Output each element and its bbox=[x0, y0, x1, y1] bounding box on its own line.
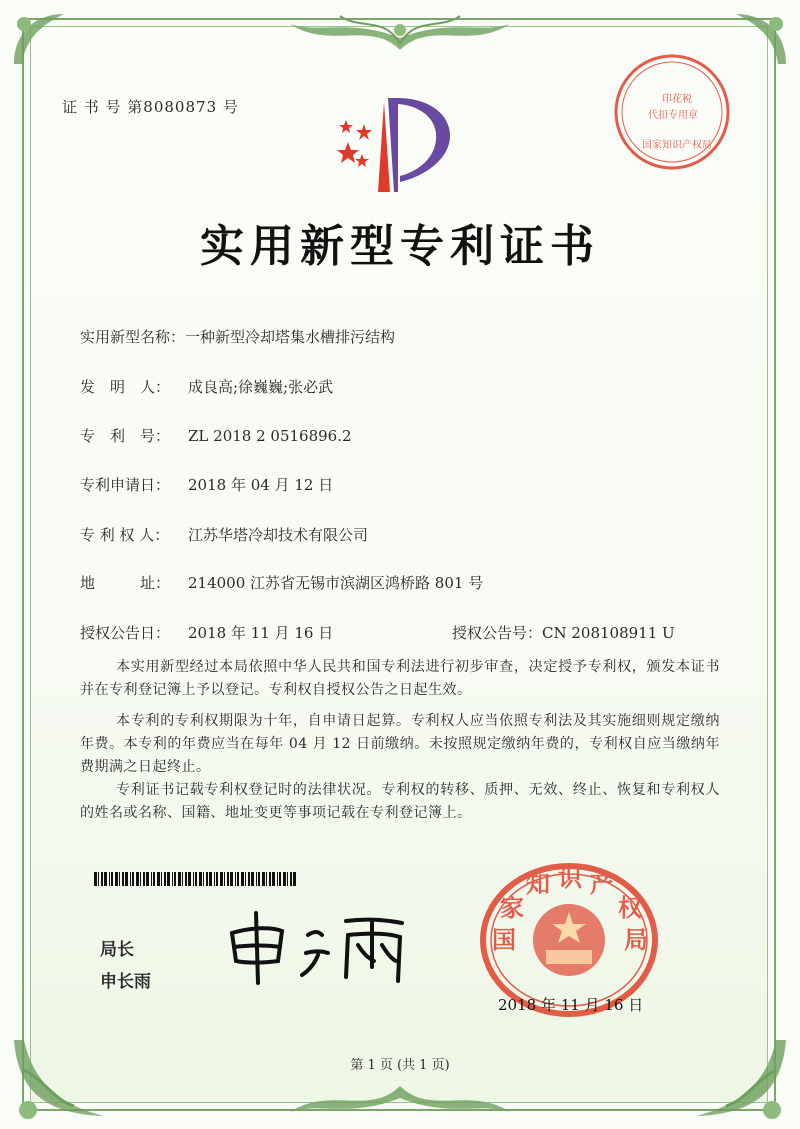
name-value: 一种新型冷却塔集水槽排污结构 bbox=[185, 328, 396, 346]
corner-ornament-bottom-right-icon bbox=[686, 1030, 796, 1126]
svg-text:局: 局 bbox=[624, 925, 648, 954]
svg-text:权: 权 bbox=[618, 893, 642, 922]
grant-number-row bbox=[452, 622, 675, 643]
certificate-number: 证 书 号 第8080873 号 bbox=[62, 98, 239, 116]
svg-text:印花税: 印花税 bbox=[662, 94, 692, 105]
inventor-label: 发 明 人： bbox=[80, 378, 171, 396]
grant-number-label: 授权公告号： bbox=[452, 624, 543, 642]
address-row bbox=[80, 572, 483, 593]
name-row bbox=[80, 326, 395, 347]
grant-date-value: 2018 年 11 月 16 日 bbox=[188, 624, 334, 642]
svg-text:家: 家 bbox=[500, 893, 524, 922]
cnipa-logo-icon bbox=[326, 96, 456, 196]
svg-text:识: 识 bbox=[558, 863, 582, 892]
svg-text:产: 产 bbox=[590, 869, 614, 898]
svg-text:国: 国 bbox=[492, 925, 516, 954]
page-number: 第 1 页 (共 1 页) bbox=[350, 1058, 450, 1073]
patent-number-row bbox=[80, 425, 352, 446]
officer-name: 申长雨 bbox=[100, 972, 151, 992]
seal-date: 2018 年 11 月 16 日 bbox=[498, 996, 644, 1014]
address-value: 214000 江苏省无锡市滨湖区鸿桥路 801 号 bbox=[188, 574, 484, 592]
grant-date-label: 授权公告日： bbox=[80, 624, 171, 642]
svg-text:知: 知 bbox=[526, 869, 550, 898]
svg-text:代扣专用章: 代扣专用章 bbox=[648, 110, 698, 121]
corner-ornament-bottom-left-icon bbox=[4, 1030, 114, 1126]
grant-number-value: CN 208108911 U bbox=[542, 624, 675, 642]
patent-number-label: 专 利 号： bbox=[80, 427, 171, 445]
inventor-value: 成良高;徐巍巍;张必武 bbox=[188, 378, 334, 396]
patent-number-value: ZL 2018 2 0516896.2 bbox=[188, 427, 352, 445]
bottom-ornament-icon bbox=[250, 1080, 550, 1126]
holder-row bbox=[80, 524, 368, 545]
apply-date-row bbox=[80, 474, 333, 495]
signature-image bbox=[222, 905, 412, 985]
barcode-icon bbox=[94, 872, 300, 886]
corner-ornament-top-left-icon bbox=[4, 4, 74, 74]
certificate-title: 实用新型专利证书 bbox=[200, 221, 600, 272]
holder-value: 江苏华塔冷却技术有限公司 bbox=[188, 526, 369, 544]
officer-title: 局长 bbox=[100, 940, 134, 960]
stamp-duty-seal-icon bbox=[612, 52, 732, 172]
inventor-row bbox=[80, 376, 333, 397]
body-paragraph-2: 本专利的专利权期限为十年，自申请日起算。专利权人应当依照专利法及其实施细则规定缴纳年费。本专利的年费应当在每年 04 月 12 日前缴纳。未按照规定缴纳年费的，专利权自应当缴纳年费期满之日起终止。 bbox=[80, 713, 720, 775]
svg-text:国家知识产权局: 国家知识产权局 bbox=[642, 140, 712, 151]
corner-ornament-top-right-icon bbox=[726, 4, 796, 74]
body-paragraph-3: 专利证书记载专利权登记时的法律状况。专利权的转移、质押、无效、终止、恢复和专利权人的姓名或名称、国籍、地址变更等事项记载在专利登记簿上。 bbox=[80, 782, 720, 821]
address-label: 地 址： bbox=[80, 574, 171, 592]
grant-date-row bbox=[80, 622, 333, 643]
name-label: 实用新型名称： bbox=[80, 328, 186, 346]
top-ornament-icon bbox=[250, 10, 550, 56]
apply-date-label: 专利申请日： bbox=[80, 476, 171, 494]
apply-date-value: 2018 年 04 月 12 日 bbox=[188, 476, 334, 494]
holder-label: 专 利 权 人： bbox=[80, 526, 170, 544]
body-paragraph-1: 本实用新型经过本局依照中华人民共和国专利法进行初步审查，决定授予专利权，颁发本证书并在专利登记簿上予以登记。专利权自授权公告之日起生效。 bbox=[80, 659, 720, 698]
